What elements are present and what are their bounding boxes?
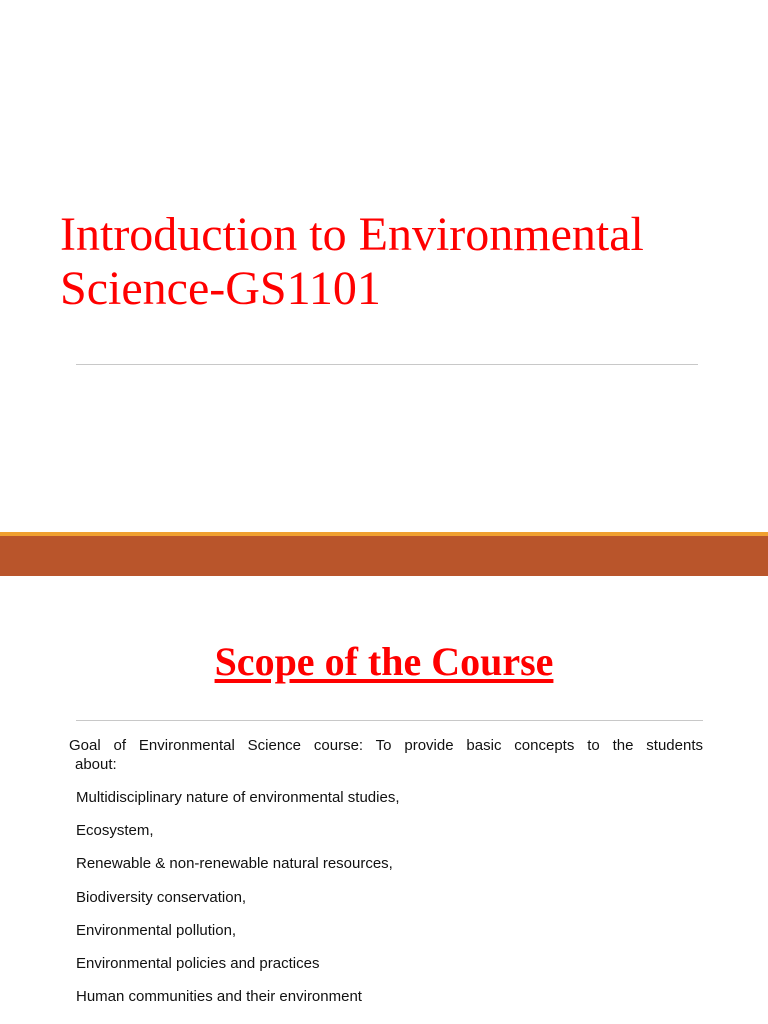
- title-divider: [76, 364, 698, 365]
- topic-item: Environmental policies and practices: [76, 954, 320, 972]
- topic-item: Ecosystem,: [76, 822, 154, 840]
- topic-item: Human communities and their environment: [76, 988, 362, 1006]
- topic-item: Multidisciplinary nature of environmental studies,: [76, 789, 400, 806]
- topic-item: Renewable & non-renewable natural resources,: [76, 855, 393, 873]
- goal-line-2: about:: [75, 756, 117, 773]
- topic-list: [76, 788, 400, 1020]
- section-divider: [76, 720, 703, 721]
- goal-line-1: Goal of Environmental Science course: To provide basic concepts to the students: [69, 737, 703, 754]
- slide-separator-band: [0, 536, 768, 576]
- section-title: Scope of the Course: [214, 639, 554, 684]
- goal-paragraph: [69, 736, 703, 774]
- slide-title: [60, 208, 750, 316]
- topic-item: Biodiversity conservation,: [76, 888, 247, 906]
- slide-title-line-2: Science-GS1101: [60, 262, 381, 315]
- topic-item: Environmental pollution,: [76, 921, 237, 939]
- slide-title-line-1: Introduction to Environmental: [60, 208, 644, 261]
